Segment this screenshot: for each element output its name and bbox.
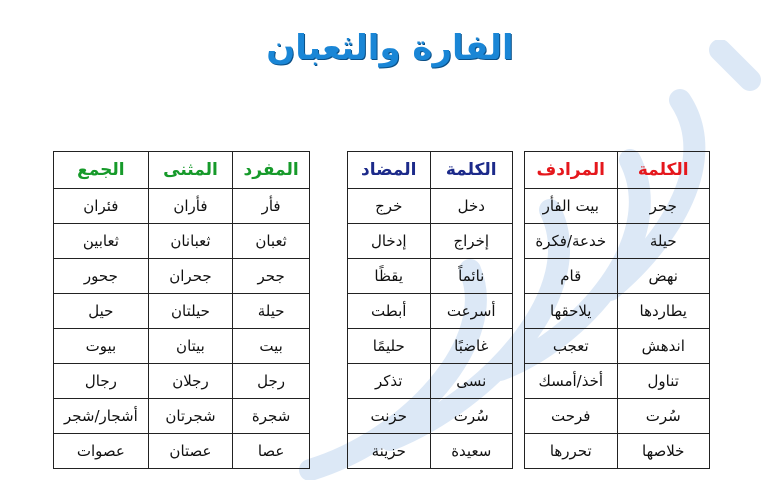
- cell-antonym: حزنت: [348, 399, 431, 434]
- cell-antonym: حليمًا: [348, 329, 431, 364]
- cell-synonym: خدعة/فكرة: [525, 224, 618, 259]
- cell-singular: جحر: [233, 259, 310, 294]
- table-row: [54, 364, 310, 399]
- cell-plural: رجال: [54, 364, 149, 399]
- cell-synonym: يلاحقها: [525, 294, 618, 329]
- cell-word: اندهش: [617, 329, 710, 364]
- header-dual: المثنى: [148, 152, 232, 189]
- cell-synonym: تعجب: [525, 329, 618, 364]
- cell-plural: حيل: [54, 294, 149, 329]
- table-row: [525, 364, 710, 399]
- table-row: [54, 294, 310, 329]
- cell-antonym: خرج: [348, 189, 431, 224]
- cell-plural: فئران: [54, 189, 149, 224]
- header-word: الكلمة: [430, 152, 513, 189]
- cell-word: غاضبًا: [430, 329, 513, 364]
- table-row: [348, 189, 513, 224]
- table-row: [348, 329, 513, 364]
- table-row: [54, 259, 310, 294]
- cell-word: تناول: [617, 364, 710, 399]
- cell-plural: عصوات: [54, 434, 149, 469]
- table-row: [525, 329, 710, 364]
- synonyms-table: [524, 151, 710, 469]
- table-row: [525, 294, 710, 329]
- table-row: [348, 364, 513, 399]
- synonyms-header-row: [525, 152, 710, 189]
- cell-word: دخل: [430, 189, 513, 224]
- cell-word: أسرعت: [430, 294, 513, 329]
- cell-singular: حيلة: [233, 294, 310, 329]
- cell-word: سُرت: [617, 399, 710, 434]
- table-row: [54, 189, 310, 224]
- cell-plural: جحور: [54, 259, 149, 294]
- cell-word: خلاصها: [617, 434, 710, 469]
- cell-word: جحر: [617, 189, 710, 224]
- table-row: [54, 399, 310, 434]
- header-singular: المفرد: [233, 152, 310, 189]
- cell-word: إخراج: [430, 224, 513, 259]
- table-row: [54, 434, 310, 469]
- header-plural: الجمع: [54, 152, 149, 189]
- cell-dual: عصتان: [148, 434, 232, 469]
- cell-singular: رجل: [233, 364, 310, 399]
- cell-dual: بيتان: [148, 329, 232, 364]
- table-row: [525, 399, 710, 434]
- number-forms-table: [53, 151, 310, 469]
- cell-dual: جحران: [148, 259, 232, 294]
- cell-synonym: بيت الفأر: [525, 189, 618, 224]
- cell-synonym: قام: [525, 259, 618, 294]
- cell-antonym: تذكر: [348, 364, 431, 399]
- cell-dual: شجرتان: [148, 399, 232, 434]
- cell-singular: شجرة: [233, 399, 310, 434]
- table-row: [348, 224, 513, 259]
- cell-synonym: فرحت: [525, 399, 618, 434]
- cell-antonym: أبطت: [348, 294, 431, 329]
- table-row: [348, 294, 513, 329]
- cell-word: نهض: [617, 259, 710, 294]
- cell-antonym: إدخال: [348, 224, 431, 259]
- table-row: [348, 259, 513, 294]
- antonyms-header-row: [348, 152, 513, 189]
- cell-plural: أشجار/شجر: [54, 399, 149, 434]
- cell-dual: ثعبانان: [148, 224, 232, 259]
- cell-word: نسى: [430, 364, 513, 399]
- page-title: الفارة والثعبان: [266, 28, 514, 68]
- cell-dual: رجلان: [148, 364, 232, 399]
- header-synonym: المرادف: [525, 152, 618, 189]
- table-row: [54, 329, 310, 364]
- table-row: [54, 224, 310, 259]
- cell-singular: ثعبان: [233, 224, 310, 259]
- cell-singular: فأر: [233, 189, 310, 224]
- cell-plural: بيوت: [54, 329, 149, 364]
- cell-synonym: تحررها: [525, 434, 618, 469]
- cell-word: يطاردها: [617, 294, 710, 329]
- table-row: [525, 189, 710, 224]
- table-row: [525, 224, 710, 259]
- table-row: [525, 434, 710, 469]
- cell-singular: بيت: [233, 329, 310, 364]
- cell-dual: حيلتان: [148, 294, 232, 329]
- table-row: [348, 399, 513, 434]
- table-row: [348, 434, 513, 469]
- cell-synonym: أخذ/أمسك: [525, 364, 618, 399]
- table-row: [525, 259, 710, 294]
- cell-antonym: حزينة: [348, 434, 431, 469]
- cell-singular: عصا: [233, 434, 310, 469]
- cell-dual: فأران: [148, 189, 232, 224]
- cell-plural: ثعابين: [54, 224, 149, 259]
- cell-word: سعيدة: [430, 434, 513, 469]
- cell-antonym: يقظًا: [348, 259, 431, 294]
- antonyms-table: [347, 151, 513, 469]
- cell-word: نائماً: [430, 259, 513, 294]
- header-word: الكلمة: [617, 152, 710, 189]
- number-forms-header-row: [54, 152, 310, 189]
- header-antonym: المضاد: [348, 152, 431, 189]
- cell-word: حيلة: [617, 224, 710, 259]
- cell-word: سُرت: [430, 399, 513, 434]
